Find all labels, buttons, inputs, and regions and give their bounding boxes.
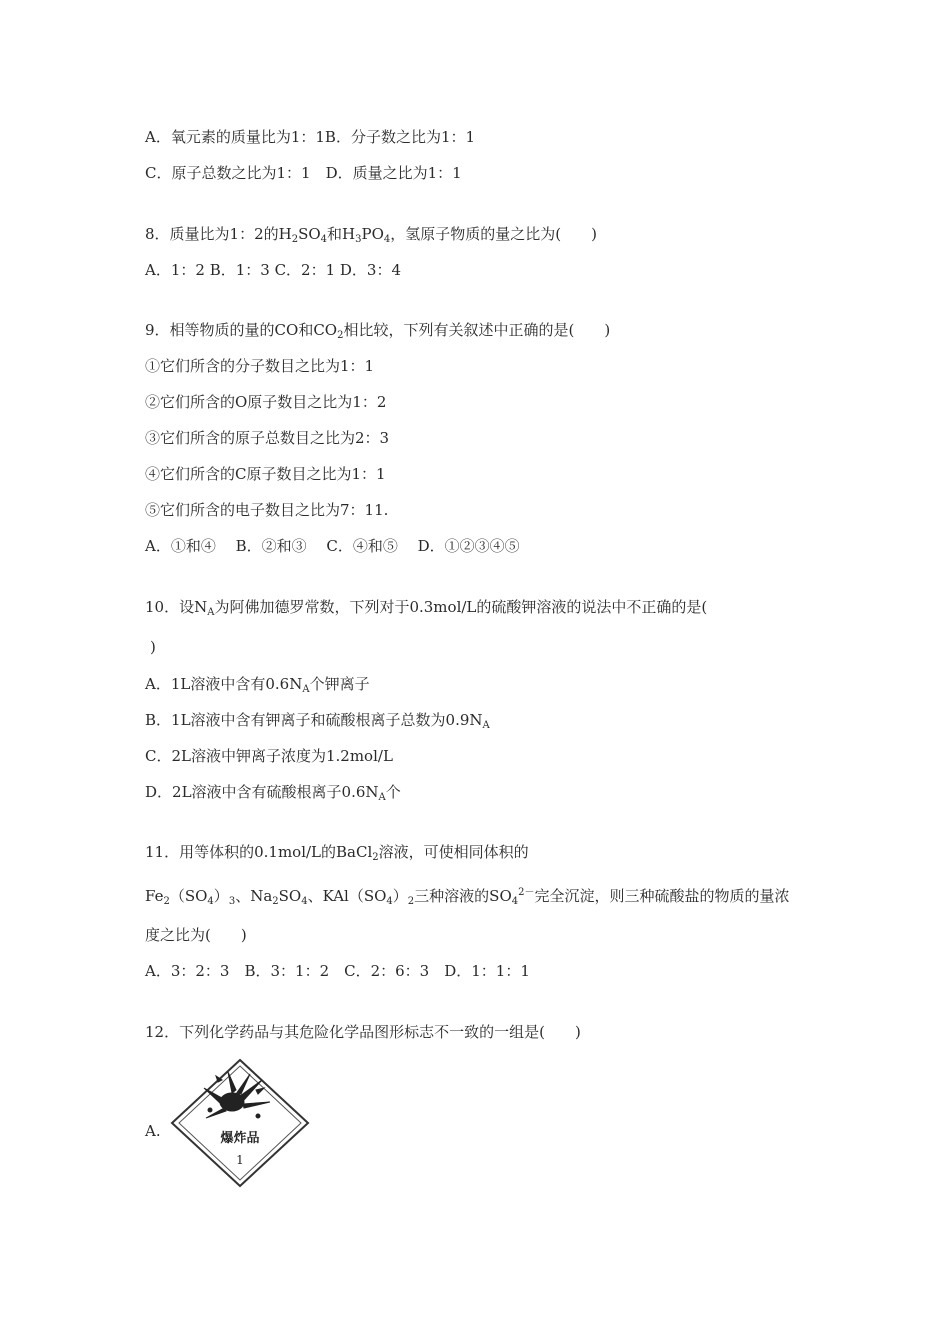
q9-item-3: ③它们所含的原子总数目之比为2：3 bbox=[145, 429, 390, 447]
q10-sub: A bbox=[482, 720, 490, 731]
q11-sup: 2－ bbox=[518, 887, 535, 898]
q10-stem-text: 10．设N bbox=[145, 598, 208, 616]
q10-sub: A bbox=[378, 792, 386, 803]
q8-text: SO bbox=[298, 225, 321, 243]
q8-text: ，氢原子物质的量之比为( ) bbox=[390, 225, 597, 243]
q11-text: Fe bbox=[145, 887, 164, 905]
q11-text: 完全沉淀，则三种硫酸盐的物质的量浓 bbox=[534, 887, 790, 905]
q9-stem-text: 9．相等物质的量的CO和CO bbox=[145, 321, 338, 339]
q10-stem-text: 为阿佛加德罗常数，下列对于0.3mol/L的硫酸钾溶液的说法中不正确的是( bbox=[214, 598, 708, 616]
q8-sub: 4 bbox=[383, 234, 391, 245]
q10-text: A．1L溶液中含有0.6N bbox=[145, 675, 303, 693]
q10-sub: A bbox=[207, 607, 215, 618]
q9-stem bbox=[145, 320, 610, 346]
q7-options-ab bbox=[145, 127, 475, 147]
q8-options: A．1：2 B．1：3 C．2：1 D．3：4 bbox=[145, 261, 402, 279]
q9-item-4: ④它们所含的C原子数目之比为1：1 bbox=[145, 465, 386, 483]
sign-border-outer bbox=[172, 1060, 308, 1186]
q10-option-b bbox=[145, 710, 490, 736]
q11-text: 、Na bbox=[235, 887, 273, 905]
q11-sub: 2 bbox=[372, 852, 379, 863]
q11-options: A．3：2：3 B．3：1：2 C．2：6：3 D．1：1：1 bbox=[145, 962, 530, 980]
q10-sub: A bbox=[302, 684, 310, 695]
q10-text: 个钾离子 bbox=[309, 675, 370, 693]
q7-option-b: B．分子数之比为1：1 bbox=[324, 128, 476, 146]
sign-text: 爆炸品 bbox=[220, 1131, 260, 1146]
q11-sub: 4 bbox=[511, 896, 519, 907]
explosive-hazard-sign bbox=[170, 1058, 310, 1188]
q11-text: 三种溶液的SO bbox=[414, 887, 512, 905]
q9-item-2: ②它们所含的O原子数目之比为1：2 bbox=[145, 393, 387, 411]
q11-text: ） bbox=[213, 887, 229, 905]
q9-stem-text: 相比较，下列有关叙述中正确的是( ) bbox=[343, 321, 611, 339]
q11-stem-line2 bbox=[145, 883, 790, 912]
q10-text: D．2L溶液中含有硫酸根离子0.6N bbox=[145, 783, 379, 801]
q11-stem-text: 11．用等体积的0.1mol/L的BaCl bbox=[145, 843, 373, 861]
q10-option-a bbox=[145, 674, 370, 700]
q10-text: B．1L溶液中含有钾离子和硫酸根离子总数为0.9N bbox=[145, 711, 483, 729]
q12-option-a-label: A. bbox=[145, 1122, 161, 1140]
q11-text: ） bbox=[392, 887, 408, 905]
q11-sub: 2 bbox=[272, 896, 279, 907]
q11-text: SO bbox=[278, 887, 302, 905]
q8-text: PO bbox=[361, 225, 384, 243]
q10-option-c: C．2L溶液中钾离子浓度为1.2mol/L bbox=[145, 747, 393, 765]
q11-sub: 3 bbox=[228, 896, 236, 907]
q10-text: 个 bbox=[385, 783, 401, 801]
q11-sub: 4 bbox=[301, 896, 308, 907]
q7-option-c: C．原子总数之比为1：1 bbox=[145, 164, 311, 182]
q8-stem bbox=[145, 224, 597, 250]
q11-stem bbox=[145, 842, 529, 868]
q11-sub: 2 bbox=[163, 896, 170, 907]
q11-stem-text: 溶液，可使相同体积的 bbox=[378, 843, 529, 861]
q9-item-1: ①它们所含的分子数目之比为1：1 bbox=[145, 357, 375, 375]
q11-sub: 4 bbox=[386, 896, 393, 907]
q12-stem: 12．下列化学药品与其危险化学品图形标志不一致的一组是( ) bbox=[145, 1023, 581, 1041]
q8-sub: 4 bbox=[320, 234, 328, 245]
q11-sub: 4 bbox=[207, 896, 214, 907]
q8-text: 和H bbox=[327, 225, 356, 243]
q9-item-5: ⑤它们所含的电子数目之比为7：11. bbox=[145, 501, 389, 519]
q10-option-d bbox=[145, 782, 401, 808]
q7-options-cd bbox=[145, 163, 462, 183]
q7-option-d: D．质量之比为1：1 bbox=[325, 164, 462, 182]
q11-text: （SO bbox=[169, 887, 208, 905]
q8-sub: 3 bbox=[355, 234, 362, 245]
q9-options: A．①和④ B．②和③ C．④和⑤ D．①②③④⑤ bbox=[145, 537, 520, 555]
q11-stem-line3: 度之比为( ) bbox=[145, 926, 247, 944]
q11-text: 、KAl（SO bbox=[307, 887, 387, 905]
q8-sub: 2 bbox=[291, 234, 299, 245]
q10-stem-close: ) bbox=[150, 638, 156, 656]
q7-option-a: A．氧元素的质量比为1：1 bbox=[145, 128, 325, 146]
q10-stem bbox=[145, 597, 707, 623]
q9-sub: 2 bbox=[337, 330, 344, 341]
sign-class-number: 1 bbox=[236, 1153, 244, 1167]
q8-stem-text: 8．质量比为1：2的H bbox=[145, 225, 292, 243]
q11-sub: 2 bbox=[407, 896, 415, 907]
